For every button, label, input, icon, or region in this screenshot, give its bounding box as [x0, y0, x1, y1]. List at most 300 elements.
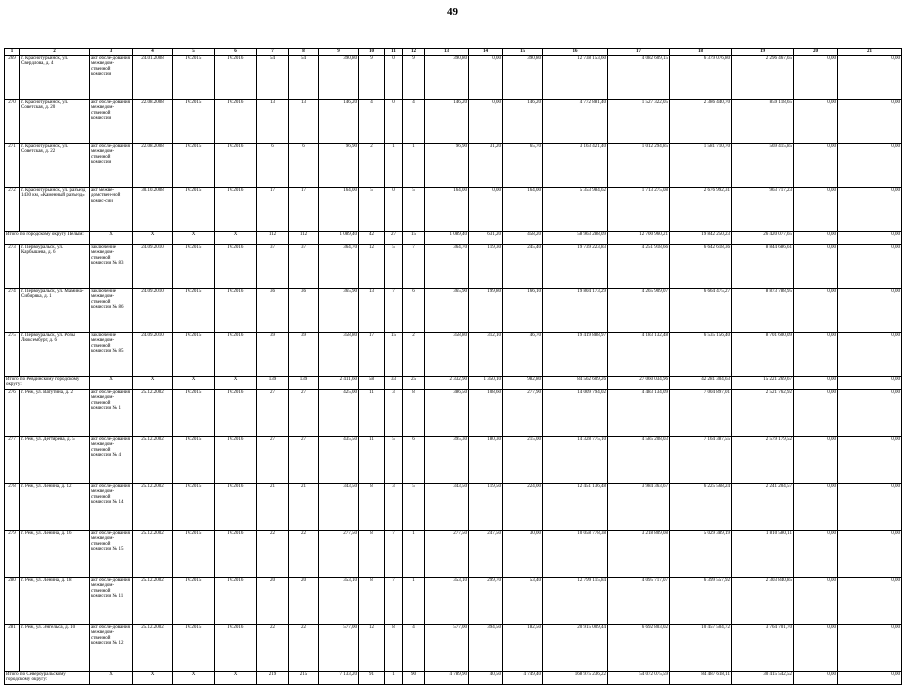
table-cell: 277,50	[319, 531, 359, 578]
column-number: 6	[215, 49, 257, 56]
table-cell: 215,00	[503, 437, 543, 484]
table-cell: акт обсле-дования межведом-ственной комиссии № 11	[90, 578, 133, 625]
table-cell: 146,20	[319, 100, 359, 144]
table-cell: 577,00	[319, 625, 359, 672]
table-cell: 22	[257, 625, 289, 672]
table-cell: 1	[403, 531, 425, 578]
subtotal-cell: 58 963 288,09	[543, 232, 608, 245]
table-cell: 1 012 294,85	[608, 144, 670, 188]
table-cell: 25.12.2002	[133, 390, 173, 437]
table-cell: 8	[359, 484, 385, 531]
table-cell: 19 804 173,29	[543, 289, 608, 333]
subtotal-label: Итого по городскому округу Пелым:	[5, 232, 90, 245]
column-number: 17	[608, 49, 670, 56]
table-cell: 0,00	[794, 390, 838, 437]
column-number: 1	[5, 49, 20, 56]
address-cell: г. Первоуральск, ул. Мамина-Сибиряка, д. 1	[20, 289, 90, 333]
table-cell: 3	[385, 484, 403, 531]
table-row	[5, 245, 902, 289]
subtotal-cell: X	[133, 377, 173, 390]
table-cell: 25.12.2002	[133, 531, 173, 578]
table-cell: IV.2016	[215, 100, 257, 144]
table-cell: 0,00	[794, 188, 838, 232]
table-cell: 8	[359, 531, 385, 578]
subtotal-cell: X	[215, 232, 257, 245]
table-cell: заключение межведом-ственной комиссии № 85	[90, 333, 133, 377]
table-cell: IV.2016	[215, 144, 257, 188]
table-cell: 4 095 717,07	[608, 578, 670, 625]
table-cell: IV.2016	[215, 188, 257, 232]
table-cell: 2 241 204,57	[732, 484, 794, 531]
table-cell: 146,20	[425, 100, 469, 144]
subtotal-cell: 1	[385, 672, 403, 685]
table-cell: 7	[385, 289, 403, 333]
subtotal-cell: X	[133, 232, 173, 245]
column-number-row	[5, 49, 902, 56]
table-cell: 17	[359, 333, 385, 377]
column-number: 18	[670, 49, 732, 56]
address-cell: г. Реж, ул. Ленина, д. 16	[20, 531, 90, 578]
table-cell: акт межве-домствен-ной комис-сии	[90, 188, 133, 232]
table-cell: 2 296 467,65	[732, 56, 794, 100]
table-cell: 30,00	[503, 531, 543, 578]
table-cell: 435,50	[319, 437, 359, 484]
table-cell: 9	[403, 56, 425, 100]
table-cell: IV.2016	[215, 289, 257, 333]
subtotal-cell: X	[173, 377, 215, 390]
table-cell: 25.12.2002	[133, 578, 173, 625]
table-cell: 358,80	[425, 333, 469, 377]
table-cell: 0,00	[794, 56, 838, 100]
column-number: 10	[359, 49, 385, 56]
table-cell: 24.09.2010	[133, 333, 173, 377]
subtotal-cell: 4 789,90	[425, 672, 469, 685]
table-cell: 859 118,65	[732, 100, 794, 144]
table-cell: 199,80	[469, 289, 503, 333]
subtotal-cell: 91	[359, 672, 385, 685]
table-cell: 0	[385, 188, 403, 232]
table-cell: акт обсле-дования межведом-ственной комиссии № 14	[90, 484, 133, 531]
table-cell: 11	[359, 437, 385, 484]
subtotal-cell: 4 749,40	[503, 672, 543, 685]
table-cell: 182,50	[503, 625, 543, 672]
table-cell: 37	[289, 245, 319, 289]
subtotal-cell: 112	[289, 232, 319, 245]
table-cell: 569 415,85	[732, 144, 794, 188]
table-cell: 7 004 897,01	[670, 390, 732, 437]
table-cell: 364,70	[319, 245, 359, 289]
table-cell: 394,50	[469, 625, 503, 672]
table-cell: 390,80	[319, 56, 359, 100]
table-cell: 224,00	[503, 484, 543, 531]
column-number: 8	[289, 49, 319, 56]
table-cell: 0,00	[838, 625, 902, 672]
table-row	[5, 188, 902, 232]
table-cell: 3 984 363,67	[608, 484, 670, 531]
table-cell: 6 692 803,02	[608, 625, 670, 672]
subtotal-cell: 84 487 618,11	[670, 672, 732, 685]
table-cell: 20 915 009,44	[543, 625, 608, 672]
table-cell: 353,10	[319, 578, 359, 625]
table-cell: 0,00	[794, 289, 838, 333]
address-cell: г. Краснотурьинск, ул. Советская, д. 20	[20, 100, 90, 144]
subtotal-cell: X	[90, 672, 133, 685]
table-cell: акт обсле-дования межведом-ственной комиссии № 4	[90, 437, 133, 484]
table-cell: 343,50	[319, 484, 359, 531]
table-cell: 2 579 179,52	[732, 437, 794, 484]
row-number: 272	[5, 188, 20, 232]
table-cell: 3 163 421,40	[543, 144, 608, 188]
address-cell: г. Краснотурьинск, ул. Советская, д. 22	[20, 144, 90, 188]
table-cell: 146,20	[503, 100, 543, 144]
table-cell: 96,90	[425, 144, 469, 188]
table-cell: IV.2015	[173, 245, 215, 289]
column-number: 21	[838, 49, 902, 56]
table-row	[5, 100, 902, 144]
table-cell: 39	[289, 333, 319, 377]
subtotal-cell: 982,80	[503, 377, 543, 390]
table-cell: 0,00	[838, 484, 902, 531]
subtotal-cell: 15	[403, 232, 425, 245]
row-number: 273	[5, 245, 20, 289]
table-cell: 247,50	[469, 531, 503, 578]
table-cell: 0,00	[794, 484, 838, 531]
table-cell: 12 738 153,60	[543, 56, 608, 100]
table-cell: 364,70	[425, 245, 469, 289]
table-cell: 12	[359, 245, 385, 289]
subtotal-cell: 33	[385, 377, 403, 390]
table-cell: 31,20	[469, 144, 503, 188]
subtotal-cell: 2 411,60	[319, 377, 359, 390]
table-cell: акт обсле-дования межведом-ственной комиссии № 1	[90, 390, 133, 437]
column-number: 9	[319, 49, 359, 56]
table-cell: акт обсле-дования межведом-ственной комиссии	[90, 56, 133, 100]
table-cell: 13	[359, 289, 385, 333]
table-cell: 1	[403, 578, 425, 625]
table-cell: 0,00	[838, 56, 902, 100]
subtotal-cell: 25	[403, 377, 425, 390]
subtotal-row	[5, 232, 902, 245]
registry-body	[5, 56, 902, 685]
address-cell: г. Реж, ул. Ленина, д. 18	[20, 578, 90, 625]
table-cell: 108,60	[469, 390, 503, 437]
table-cell: 4	[403, 100, 425, 144]
table-cell: IV.2015	[173, 390, 215, 437]
table-cell: 6 399 557,92	[670, 578, 732, 625]
table-row	[5, 578, 902, 625]
table-cell: 7	[403, 245, 425, 289]
table-cell: 4	[359, 100, 385, 144]
table-cell: акт обсле-дования межведом-ственной комиссии № 15	[90, 531, 133, 578]
table-cell: 54	[257, 56, 289, 100]
column-number: 20	[794, 49, 838, 56]
address-cell: г. Реж, ул. Ватутина, д. 2	[20, 390, 90, 437]
table-cell: 53,40	[503, 578, 543, 625]
table-cell: заключение межведом-ственной комиссии № 86	[90, 289, 133, 333]
subtotal-cell: 1 089,40	[319, 232, 359, 245]
row-number: 281	[5, 625, 20, 672]
table-cell: 5	[385, 437, 403, 484]
table-cell: 5	[359, 188, 385, 232]
subtotal-cell: 27 060 034,96	[608, 377, 670, 390]
table-cell: 13	[257, 100, 289, 144]
table-row	[5, 390, 902, 437]
table-cell: 164,00	[319, 188, 359, 232]
table-cell: 353,10	[425, 578, 469, 625]
table-cell: 8	[385, 625, 403, 672]
table-cell: 4 265 909,07	[608, 289, 670, 333]
table-cell: 166,10	[503, 289, 543, 333]
table-cell: 4 082 609,15	[608, 56, 670, 100]
table-cell: 24.09.2010	[133, 289, 173, 333]
subtotal-label: Итого по Североуральскому городскому округу:	[5, 672, 90, 685]
table-cell: 963 717,23	[732, 188, 794, 232]
page-number: 49	[447, 6, 458, 18]
subtotal-cell: 15 221 269,67	[732, 377, 794, 390]
table-cell: 4 585 208,03	[608, 437, 670, 484]
table-cell: 245,40	[503, 245, 543, 289]
table-cell: 9	[359, 56, 385, 100]
row-number: 271	[5, 144, 20, 188]
table-cell: 0,00	[469, 100, 503, 144]
table-cell: акт обсле-дования межведом-ственной комиссии	[90, 100, 133, 144]
table-cell: 0,00	[838, 188, 902, 232]
table-cell: 5	[403, 484, 425, 531]
table-cell: 14 328 775,10	[543, 437, 608, 484]
table-cell: 13	[289, 100, 319, 144]
table-cell: 164,00	[503, 188, 543, 232]
table-cell: IV.2015	[173, 333, 215, 377]
subtotal-cell: X	[90, 232, 133, 245]
subtotal-row	[5, 377, 902, 390]
table-cell: 22	[289, 625, 319, 672]
subtotal-cell: X	[90, 377, 133, 390]
table-cell: 36	[289, 289, 319, 333]
table-cell: 277,90	[503, 390, 543, 437]
address-cell: г. Первоуральск, ул. Розы Люксембург, д. 6	[20, 333, 90, 377]
table-cell: 1	[403, 144, 425, 188]
table-cell: 54	[289, 56, 319, 100]
subtotal-cell: 215	[289, 672, 319, 685]
table-cell: IV.2016	[215, 531, 257, 578]
table-cell: 24.09.2010	[133, 245, 173, 289]
table-cell: IV.2016	[215, 625, 257, 672]
subtotal-cell: 58	[359, 377, 385, 390]
subtotal-cell: 30 415 542,52	[732, 672, 794, 685]
table-cell: IV.2016	[215, 390, 257, 437]
column-number: 12	[403, 49, 425, 56]
subtotal-cell: 0,00	[794, 377, 838, 390]
table-cell: 17	[289, 188, 319, 232]
row-number: 274	[5, 289, 20, 333]
subtotal-cell: 26 420 077,65	[732, 232, 794, 245]
table-cell: 12 451 136,48	[543, 484, 608, 531]
subtotal-cell: 139	[289, 377, 319, 390]
table-cell: 4 251 918,66	[608, 245, 670, 289]
table-cell: 386,50	[425, 390, 469, 437]
table-cell: 0,00	[794, 578, 838, 625]
table-cell: 22.08.2008	[133, 100, 173, 144]
table-cell: 2 303 840,85	[732, 578, 794, 625]
table-cell: 8 701 600,09	[732, 333, 794, 377]
row-number: 280	[5, 578, 20, 625]
table-cell: 1 713 275,08	[608, 188, 670, 232]
table-cell: 27	[257, 390, 289, 437]
subtotal-cell: 84 562 609,26	[543, 377, 608, 390]
table-cell: IV.2015	[173, 144, 215, 188]
table-cell: 20	[289, 578, 319, 625]
housing-registry-table	[4, 48, 902, 685]
table-cell: 12 799 115,84	[543, 578, 608, 625]
table-cell: 4 183 132,48	[608, 333, 670, 377]
table-cell: IV.2016	[215, 437, 257, 484]
address-cell: г. Первоуральск, ул. Карбышева, д. 6	[20, 245, 90, 289]
subtotal-cell: X	[215, 377, 257, 390]
table-cell: IV.2015	[173, 578, 215, 625]
table-cell: 395,30	[425, 437, 469, 484]
table-cell: акт обсле-дования межведом-ственной комиссии № 12	[90, 625, 133, 672]
table-cell: 22.08.2008	[133, 144, 173, 188]
table-cell: 6	[403, 289, 425, 333]
table-cell: IV.2016	[215, 56, 257, 100]
table-cell: 0,00	[838, 100, 902, 144]
table-row	[5, 437, 902, 484]
table-cell: 0,00	[838, 144, 902, 188]
table-cell: 299,70	[469, 578, 503, 625]
table-cell: 2 521 762,92	[732, 390, 794, 437]
table-cell: 6 225 568,24	[670, 484, 732, 531]
column-number: 5	[173, 49, 215, 56]
table-cell: 6 664 475,27	[670, 289, 732, 333]
table-cell: 27	[289, 390, 319, 437]
table-cell: 1 810 580,11	[732, 531, 794, 578]
column-number: 19	[732, 49, 794, 56]
table-cell: 4	[403, 625, 425, 672]
subtotal-cell: 139	[257, 377, 289, 390]
table-cell: 30.10.2008	[133, 188, 173, 232]
table-cell: 0,00	[794, 333, 838, 377]
table-cell: IV.2015	[173, 437, 215, 484]
table-cell: IV.2015	[173, 100, 215, 144]
row-number: 279	[5, 531, 20, 578]
table-cell: 0,00	[838, 531, 902, 578]
table-cell: 365,90	[425, 289, 469, 333]
table-cell: 0,00	[838, 245, 902, 289]
table-row	[5, 56, 902, 100]
table-cell: 0,00	[838, 333, 902, 377]
column-number: 11	[385, 49, 403, 56]
table-cell: акт обсле-дования межведом-ственной комиссии	[90, 144, 133, 188]
table-cell: 8 873 788,95	[732, 289, 794, 333]
table-cell: 36	[257, 289, 289, 333]
table-cell: 25.12.2002	[133, 437, 173, 484]
subtotal-cell: 42 281 304,63	[670, 377, 732, 390]
table-row	[5, 333, 902, 377]
table-cell: 22	[289, 531, 319, 578]
column-number: 15	[503, 49, 543, 56]
table-cell: 0,00	[794, 100, 838, 144]
table-cell: 1 527 322,05	[608, 100, 670, 144]
table-cell: 343,50	[425, 484, 469, 531]
subtotal-cell: 0,00	[838, 232, 902, 245]
subtotal-cell: X	[133, 672, 173, 685]
subtotal-cell: 0,00	[838, 377, 902, 390]
table-cell: 8	[359, 578, 385, 625]
table-cell: IV.2015	[173, 531, 215, 578]
table-cell: 3 218 809,08	[608, 531, 670, 578]
subtotal-cell: 458,20	[503, 232, 543, 245]
table-cell: 10 058 778,38	[543, 531, 608, 578]
subtotal-cell: X	[173, 232, 215, 245]
table-cell: 0,00	[794, 144, 838, 188]
subtotal-cell: 168 975 236,22	[543, 672, 608, 685]
table-cell: 1	[385, 144, 403, 188]
subtotal-cell: 27	[385, 232, 403, 245]
table-cell: 5	[403, 188, 425, 232]
table-cell: 358,80	[319, 333, 359, 377]
table-cell: 7	[385, 578, 403, 625]
table-cell: 7 164 387,55	[670, 437, 732, 484]
subtotal-cell: 42	[359, 232, 385, 245]
table-cell: 1 581 710,70	[670, 144, 732, 188]
row-number: 277	[5, 437, 20, 484]
table-cell: IV.2016	[215, 484, 257, 531]
table-cell: 0,00	[794, 531, 838, 578]
column-number: 3	[90, 49, 133, 56]
table-cell: 96,90	[319, 144, 359, 188]
table-cell: 390,80	[503, 56, 543, 100]
column-number: 2	[20, 49, 90, 56]
table-cell: 7	[385, 531, 403, 578]
table-cell: 0,00	[838, 437, 902, 484]
row-number: 270	[5, 100, 20, 144]
table-cell: 2 386 440,70	[670, 100, 732, 144]
table-cell: 8 844 686,61	[732, 245, 794, 289]
table-cell: 37	[257, 245, 289, 289]
table-cell: 20	[257, 578, 289, 625]
table-cell: 5 029 389,19	[670, 531, 732, 578]
table-cell: IV.2015	[173, 289, 215, 333]
table-cell: 6	[257, 144, 289, 188]
table-cell: 8	[403, 390, 425, 437]
subtotal-cell: 40,50	[469, 672, 503, 685]
table-cell: 11	[359, 390, 385, 437]
table-cell: 2	[403, 333, 425, 377]
table-cell: IV.2016	[215, 578, 257, 625]
table-cell: 2	[359, 144, 385, 188]
subtotal-cell: 7 133,20	[319, 672, 359, 685]
table-cell: 164,00	[425, 188, 469, 232]
row-number: 278	[5, 484, 20, 531]
subtotal-cell: 19 842 250,23	[670, 232, 732, 245]
table-cell: 3	[385, 390, 403, 437]
table-cell: заключение межведом-ственной комиссии № 83	[90, 245, 133, 289]
table-cell: IV.2015	[173, 188, 215, 232]
subtotal-cell: 54 072 075,59	[608, 672, 670, 685]
subtotal-cell: 12 700 960,21	[608, 232, 670, 245]
address-cell: г. Реж, ул. Энгельса, д. 10	[20, 625, 90, 672]
subtotal-row	[5, 672, 902, 685]
table-cell: 0,00	[794, 437, 838, 484]
table-cell: 425,00	[319, 390, 359, 437]
table-cell: 0,00	[469, 56, 503, 100]
subtotal-cell: X	[173, 672, 215, 685]
subtotal-cell: 1 089,40	[425, 232, 469, 245]
subtotal-cell: 0,00	[838, 672, 902, 685]
column-number: 7	[257, 49, 289, 56]
subtotal-cell: 631,20	[469, 232, 503, 245]
table-cell: 577,00	[425, 625, 469, 672]
